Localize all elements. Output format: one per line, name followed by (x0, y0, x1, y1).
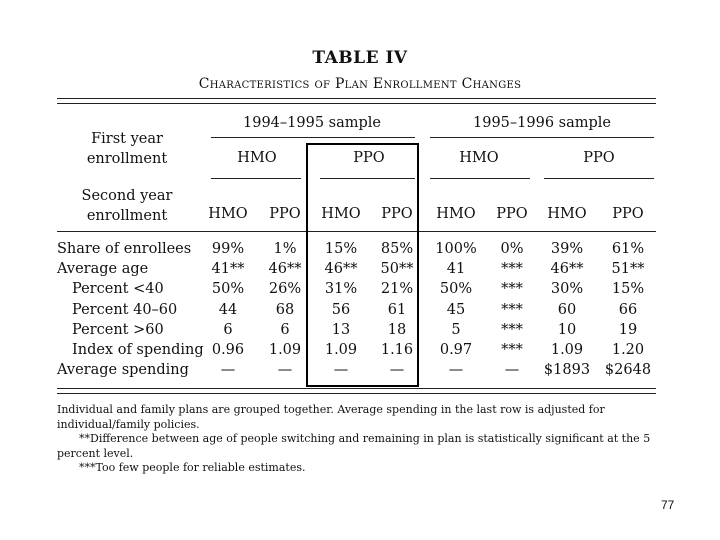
first-year-plan: HMO (237, 150, 277, 166)
table-cell: 41 (446, 261, 466, 278)
table-cell: 50% (439, 281, 473, 298)
table-cell: 45 (446, 301, 466, 318)
sample-header-1995: 1995–1996 sample (473, 115, 611, 131)
first-year-plan: PPO (353, 150, 385, 166)
table-cell: 56 (331, 301, 351, 318)
row-label: Average spending (57, 362, 189, 379)
second-year-plan: PPO (612, 206, 644, 222)
table-cell: 1% (273, 241, 297, 257)
table-cell: 15% (611, 281, 645, 298)
table-cell: 100% (435, 241, 477, 257)
table-cell: *** (501, 261, 523, 278)
second-year-plan: HMO (436, 206, 476, 222)
table-cell: 1.09 (550, 342, 584, 358)
table-cell: 41** (211, 261, 245, 278)
table-cell: — (333, 362, 349, 379)
table-cell: — (448, 362, 464, 379)
table-cell: 1.09 (324, 342, 358, 358)
table-cell: — (389, 362, 405, 379)
table-notes (57, 403, 657, 476)
table-cell: — (220, 362, 236, 379)
second-year-plan: HMO (547, 206, 587, 222)
table-cell: 39% (550, 241, 584, 257)
table-cell: $1893 (543, 362, 591, 379)
table-cell: *** (501, 342, 523, 358)
ppo-highlight-box (306, 143, 419, 387)
table-cell: 46** (324, 261, 358, 278)
table-cell: *** (501, 281, 523, 298)
first-year-plan: HMO (459, 150, 499, 166)
table-cell: 66 (618, 301, 638, 318)
table-cell: 30% (550, 281, 584, 298)
table-cell: — (277, 362, 293, 379)
first-year-label: First year enrollment (86, 131, 168, 167)
table-cell: — (504, 362, 520, 379)
row-label: Percent 40–60 (72, 301, 178, 318)
table-cell: 61 (387, 301, 407, 318)
row-label: Index of spending (72, 342, 204, 358)
table-cell: 26% (268, 281, 302, 298)
plan-underline-4 (544, 178, 654, 179)
table-cell: 21% (380, 281, 414, 298)
table-cell: 18 (387, 321, 407, 338)
top-rule (57, 98, 656, 99)
table-cell: 60 (557, 301, 577, 318)
sample-underline-1994 (211, 137, 415, 138)
second-year-label: Second year enrollment (81, 188, 173, 224)
sample-header-1994: 1994–1995 sample (243, 115, 381, 131)
table-cell: 85% (380, 241, 414, 257)
table-subtitle: Characteristics of Plan Enrollment Changes (198, 76, 522, 92)
table-title: TABLE IV (312, 48, 408, 68)
top-rule-2 (57, 103, 656, 104)
table-cell: 6 (280, 321, 290, 338)
plan-underline-1 (211, 178, 301, 179)
table-cell: *** (501, 301, 523, 318)
row-label: Percent <40 (72, 281, 164, 298)
table-cell: 68 (275, 301, 295, 318)
sample-underline-1995 (430, 137, 654, 138)
note-3: ***Too few people for reliable estimates. (79, 461, 306, 474)
table-cell: 99% (211, 241, 245, 257)
table-cell: 5 (451, 321, 461, 338)
table-cell: 10 (557, 321, 577, 338)
bottom-rule-2 (57, 393, 656, 394)
table-cell: 61% (611, 241, 645, 257)
table-cell: 0.96 (211, 342, 245, 358)
table-cell: 31% (324, 281, 358, 298)
table-cell: 15% (324, 241, 358, 257)
second-year-plan: PPO (496, 206, 528, 222)
table-cell: 46** (268, 261, 302, 278)
table-cell: $2648 (604, 362, 652, 379)
second-year-plan: PPO (269, 206, 301, 222)
first-year-plan: PPO (583, 150, 615, 166)
row-label: Share of enrollees (57, 241, 192, 257)
table-cell: 0.97 (439, 342, 473, 358)
table-cell: *** (501, 321, 523, 338)
second-year-plan: HMO (208, 206, 248, 222)
table-cell: 1.16 (380, 342, 414, 358)
table-cell: 1.20 (611, 342, 645, 358)
note-2: **Difference between age of people switching and remaining in plan is statistically significant at the 5 percent level. (57, 432, 651, 460)
plan-underline-3 (430, 178, 530, 179)
second-year-plan: HMO (321, 206, 361, 222)
row-label: Percent >60 (72, 321, 164, 338)
page-number: 77 (661, 498, 675, 512)
table-cell: 13 (331, 321, 351, 338)
table-cell: 50% (211, 281, 245, 298)
table-cell: 19 (618, 321, 638, 338)
row-label: Average age (57, 261, 149, 278)
table-cell: 50** (380, 261, 414, 278)
table-cell: 46** (550, 261, 584, 278)
table-cell: 1.09 (268, 342, 302, 358)
bottom-rule (57, 388, 656, 389)
second-year-plan: PPO (381, 206, 413, 222)
note-1: Individual and family plans are grouped together. Average spending in the last row is adjusted for individual/family policies. (57, 403, 605, 431)
table-cell: 44 (218, 301, 238, 318)
table-cell: 0% (500, 241, 524, 257)
table-cell: 6 (223, 321, 233, 338)
table-cell: 51** (611, 261, 645, 278)
